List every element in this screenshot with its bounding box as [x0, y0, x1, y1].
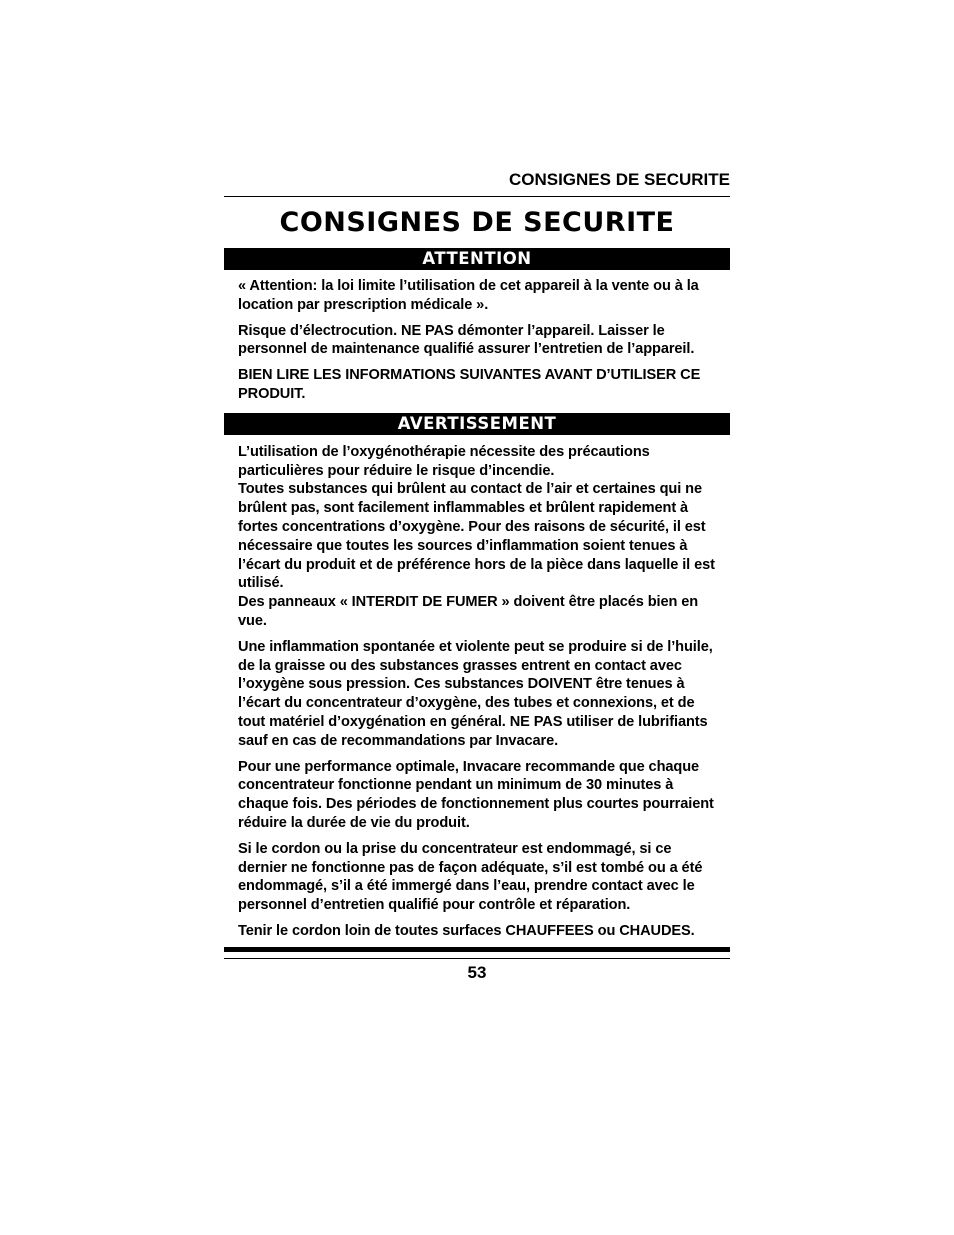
- avertissement-flammable-substances: Toutes substances qui brûlent au contact de l’air et certaines qui ne brûlent pas, sont facilement inflammables et brûlent rapidement à fortes concentrations d’oxygène. Pour des raisons de sécurité, il est nécessaire que toutes les sources d’inflammation soient tenues à l’écart du produit et de préférence hors de la pièce dans laquelle il est utilisé.: [238, 481, 715, 592]
- avertissement-section: [224, 435, 730, 941]
- avertissement-hot-surfaces: Tenir le cordon loin de toutes surfaces CHAUFFEES ou CHAUDES.: [238, 922, 695, 939]
- attention-heading: ATTENTION: [224, 248, 730, 270]
- attention-paragraph-read-info: BIEN LIRE LES INFORMATIONS SUIVANTES AVANT D’UTILISER CE PRODUIT.: [238, 367, 701, 402]
- running-header: CONSIGNES DE SECURITE: [224, 168, 730, 197]
- page-number: 53: [467, 963, 487, 983]
- avertissement-performance: Pour une performance optimale, Invacare recommande que chaque concentrateur fonctionne pendant un minimum de 30 minutes à chaque fois. Des périodes de fonctionnement plus courtes pourraient réduire la durée de vie du produit.: [238, 758, 714, 831]
- document-page: [224, 168, 730, 984]
- avertissement-damaged-cord: Si le cordon ou la prise du concentrateur est endommagé, si ce dernier ne fonctionne pas de façon adéquate, s’il est tombé ou a été endommagé, s’il a été immergé dans l’eau, prendre contact avec le personnel d’entretien qualifié pour contrôle et réparation.: [238, 840, 703, 914]
- attention-paragraph-prescription: « Attention: la loi limite l’utilisation de cet appareil à la vente ou à la location par prescription médicale ».: [238, 278, 699, 313]
- page-title: CONSIGNES DE SECURITE: [279, 207, 675, 238]
- attention-section: [224, 270, 730, 413]
- footer-thick-rule: [224, 947, 730, 952]
- footer-thin-rule: [224, 958, 730, 960]
- avertissement-oxygen-precautions: L’utilisation de l’oxygénothérapie nécessite des précautions particulières pour réduire le risque d’incendie.: [238, 443, 650, 479]
- avertissement-heading: AVERTISSEMENT: [224, 413, 730, 435]
- avertissement-no-smoking: Des panneaux « INTERDIT DE FUMER » doivent être placés bien en vue.: [238, 594, 699, 629]
- attention-paragraph-electrocution: Risque d’électrocution. NE PAS démonter l’appareil. Laisser le personnel de maintenance qualifié assurer l’entretien de l’appareil.: [238, 322, 695, 358]
- avertissement-grease-oil: Une inflammation spontanée et violente peut se produire si de l’huile, de la graisse ou des substances grasses entrent en contact avec l’oxygène sous pression. Ces substances DOIVENT être tenues à l’écart du concentrateur d’oxygène, des tubes et connexions, et de tout matériel d’oxygénation en général. NE PAS utiliser de lubrifiants sauf en cas de recommandations par Invacare.: [238, 638, 713, 749]
